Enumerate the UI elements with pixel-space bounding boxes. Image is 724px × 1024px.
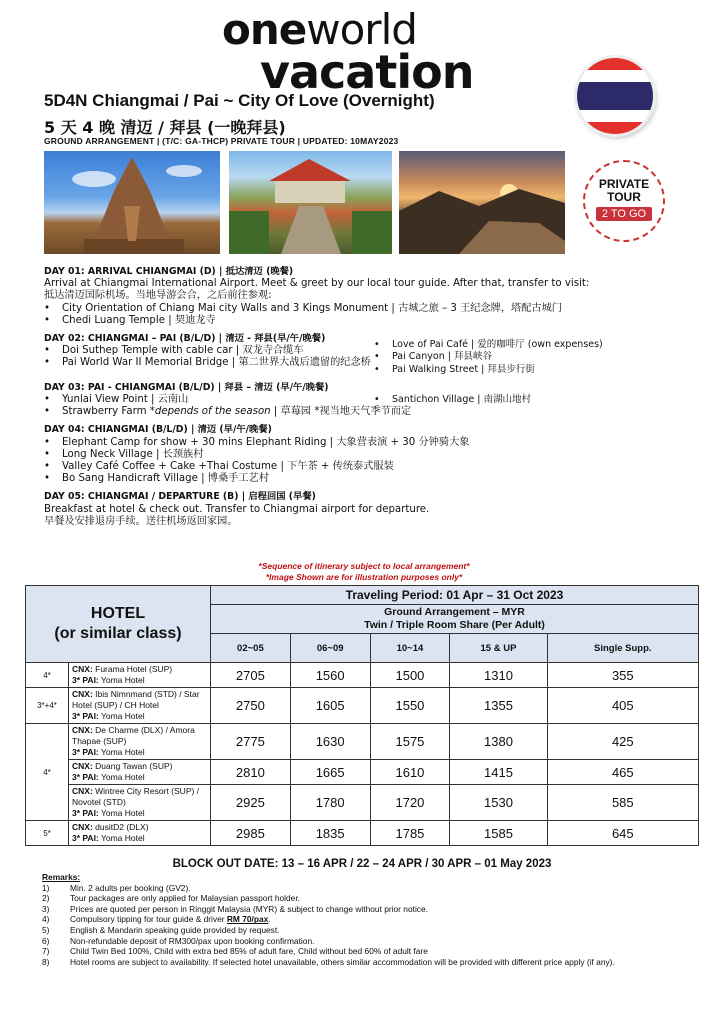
- remark-text: Prices are quoted per person in Ringgit Malaysia (MYR) & subject to change without prior notice.: [70, 903, 428, 914]
- day-text-cn: 抵达清迈国际机场。当地导游会合，之后前往参观:: [44, 290, 272, 302]
- day-text-cn: 早餐及安排退房手续。送往机场返回家园。: [44, 515, 238, 527]
- star-rating: 4*: [26, 663, 69, 688]
- list-item: • Santichon Village | 南湖山地村: [374, 394, 674, 406]
- brand-logo: [222, 5, 512, 99]
- price: 1665: [290, 760, 370, 785]
- price: 1310: [450, 663, 547, 688]
- list-item: • Pai Canyon | 拜县峡谷: [374, 351, 674, 363]
- pai-hotel: Yoma Hotel: [98, 772, 145, 782]
- hotel-header-line1: HOTEL: [90, 605, 146, 622]
- mountain-sunset-photo: [399, 151, 565, 254]
- day-heading: DAY 05: CHIANGMAI / DEPARTURE (B) | 启程回国 (早餐): [44, 491, 316, 503]
- price: 1585: [450, 821, 547, 846]
- price: 1415: [450, 760, 547, 785]
- price: 1575: [370, 724, 450, 760]
- hotel-header-line2: (or similar class): [54, 625, 182, 642]
- list-item: • City Orientation of Chiang Mai city Walls and 3 Kings Monument | 古城之旅 – 3 王纪念牌，塔配古城门: [44, 303, 684, 315]
- star-rating: 4*: [26, 724, 69, 821]
- remark-item: [42, 883, 682, 894]
- cnx-label: CNX:: [72, 786, 93, 796]
- remark-item: [42, 936, 682, 947]
- item-label: Strawberry Farm: [62, 406, 150, 418]
- price: 2775: [211, 724, 291, 760]
- hotel-names: [69, 688, 211, 724]
- day-text: Breakfast at hotel & check out. Transfer to Chiangmai airport for departure.: [44, 503, 430, 515]
- itinerary-notes: [44, 561, 684, 583]
- list-item: • Chedi Luang Temple | 契迪龙寺: [44, 315, 684, 327]
- remark-text: Non-refundable deposit of RM300/pax upon booking confirmation.: [70, 935, 315, 946]
- remark-number: 5): [42, 924, 50, 935]
- cnx-hotel: Furama Hotel (SUP): [92, 664, 173, 674]
- price: 2810: [211, 760, 291, 785]
- star-rating: 3*+4*: [26, 688, 69, 724]
- cnx-hotel: Duang Tawan (SUP): [92, 761, 173, 771]
- cnx-label: CNX:: [72, 822, 93, 832]
- day-5: [44, 491, 684, 528]
- price: 1720: [370, 785, 450, 821]
- day-2: [44, 333, 684, 376]
- pai-label: 3* PAI:: [72, 711, 99, 721]
- cnx-hotel: Wintree City Resort (SUP) / Novotel (STD): [72, 786, 200, 807]
- price: 1630: [290, 724, 370, 760]
- pai-hotel: Yoma Hotel: [98, 808, 145, 818]
- pai-label: 3* PAI:: [72, 747, 99, 757]
- remark-number: 4): [42, 914, 50, 925]
- remark-number: 7): [42, 946, 50, 957]
- tour-title: 5D4N Chiangmai / Pai ~ City Of Love (Overnight): [44, 91, 435, 110]
- remark-number: 8): [42, 956, 50, 967]
- hotel-column-header: [26, 586, 211, 663]
- list-item: • Elephant Camp for show + 30 mins Elephant Riding | 大象营表演 + 30 分钟骑大象: [44, 437, 684, 449]
- remark-text: Compulsory tipping for tour guide & driver: [70, 914, 227, 925]
- remark-emphasis: RM 70/pax: [226, 914, 269, 925]
- list-item: • Pai Walking Street | 拜县步行街: [374, 364, 674, 376]
- remark-item: [42, 904, 682, 915]
- day-4: [44, 424, 684, 485]
- list-item: • Pai World War II Memorial Bridge | 第二世界大战后遗留的纪念桥: [44, 357, 374, 369]
- pai-hotel: Yoma Hotel: [98, 675, 145, 685]
- day-heading: DAY 01: ARRIVAL CHIANGMAI (D) | 抵达清迈 (晚餐): [44, 266, 294, 277]
- remark-number: 2): [42, 893, 50, 904]
- note-line: *Image Shown are for illustration purposes only*: [265, 572, 463, 582]
- pai-label: 3* PAI:: [72, 675, 99, 685]
- private-tour-badge: [583, 160, 665, 242]
- table-row: [26, 760, 699, 785]
- price: 1500: [370, 663, 450, 688]
- hotel-names: [69, 724, 211, 760]
- cnx-label: CNX:: [72, 689, 93, 699]
- table-row: [26, 688, 699, 724]
- list-item: [44, 406, 684, 418]
- list-item: • Bo Sang Handicraft Village | 博桑手工艺村: [44, 473, 684, 485]
- pai-hotel: Yoma Hotel: [98, 747, 145, 757]
- list-item: • Long Neck Village | 长颈族村: [44, 449, 684, 461]
- list-item: • Valley Café Coffee + Cake +Thai Costume | 下午茶 + 传统泰式服装: [44, 461, 684, 473]
- star-rating: 5*: [26, 821, 69, 846]
- hotel-names: [69, 760, 211, 785]
- price: 1560: [290, 663, 370, 688]
- cnx-hotel: Ibis Nimnmand (STD) / Star Hotel (SUP) / CH Hotel: [72, 689, 200, 710]
- table-row: [26, 821, 699, 846]
- tour-subline: GROUND ARRANGEMENT | (T/C: GA-THCP) PRIVATE TOUR | UPDATED: 10MAY2023: [44, 136, 399, 146]
- cnx-label: CNX:: [72, 761, 93, 771]
- note-line: *Sequence of itinerary subject to local arrangement*: [258, 561, 470, 571]
- table-row: [26, 663, 699, 688]
- day-heading: DAY 03: PAI - CHIANGMAI (B/L/D) | 拜县 – 清迈 (早/午/晚餐): [44, 381, 329, 393]
- badge-line1: PRIVATE: [598, 177, 650, 191]
- badge-line3: 2 TO GO: [596, 207, 652, 221]
- price: 1530: [450, 785, 547, 821]
- day-3: [44, 382, 684, 419]
- ga-line1: Ground Arrangement – MYR: [384, 606, 525, 618]
- itinerary: [44, 266, 684, 534]
- pai-label: 3* PAI:: [72, 772, 99, 782]
- remark-text: English & Mandarin speaking guide provided by request.: [70, 924, 280, 935]
- tour-title-cn: 5 天 4 晚 清迈 / 拜县 (一晚拜县): [44, 118, 286, 137]
- price: 425: [547, 724, 698, 760]
- cnx-hotel: De Charme (DLX) / Amora Thapae (SUP): [72, 725, 195, 746]
- remarks-heading: Remarks:: [42, 872, 81, 882]
- travel-period: Traveling Period: 01 Apr – 31 Oct 2023: [211, 586, 699, 605]
- list-item: • Yunlai View Point | 云南山: [44, 394, 374, 406]
- hotel-names: [69, 785, 211, 821]
- day-heading: DAY 04: CHIANGMAI (B/L/D) | 清迈 (早/午/晚餐): [44, 424, 272, 436]
- remark-item: [42, 946, 682, 957]
- price: 1550: [370, 688, 450, 724]
- table-row: [26, 785, 699, 821]
- cnx-label: CNX:: [72, 664, 93, 674]
- price: 1355: [450, 688, 547, 724]
- pai-label: 3* PAI:: [72, 808, 99, 818]
- cnx-hotel: dusitD2 (DLX): [92, 822, 149, 832]
- price: 2985: [211, 821, 291, 846]
- remark-text-end: .: [268, 914, 271, 925]
- column-header: 10~14: [370, 634, 450, 663]
- remark-text: Hotel rooms are subject to availability. If selected hotel unavailable, others similar accommodation will be provided with different price apply (if any).: [70, 956, 615, 967]
- column-header: 02~05: [211, 634, 291, 663]
- item-cn: | 草莓园 *视当地天气季节而定: [270, 406, 412, 418]
- remark-text: Child Twin Bed 100%, Child with extra bed 85% of adult fare, Child without bed 60% of adult fare: [70, 946, 428, 957]
- table-row: [26, 724, 699, 760]
- ground-arrangement-header: [211, 605, 699, 634]
- day-heading: DAY 02: CHIANGMAI – PAI (B/L/D) | 清迈 - 拜县(早/午/晚餐): [44, 333, 326, 345]
- monument-photo: [229, 151, 392, 254]
- remark-number: 1): [42, 882, 50, 893]
- price: 405: [547, 688, 698, 724]
- blockout-dates: BLOCK OUT DATE: 13 – 16 APR / 22 – 24 APR / 30 APR – 01 May 2023: [172, 858, 552, 870]
- price: 2705: [211, 663, 291, 688]
- thailand-flag-icon: [577, 58, 653, 134]
- price: 1605: [290, 688, 370, 724]
- remark-number: 6): [42, 935, 50, 946]
- price: 1785: [370, 821, 450, 846]
- ga-line2: Twin / Triple Room Share (Per Adult): [364, 619, 545, 631]
- price: 2750: [211, 688, 291, 724]
- price: 1835: [290, 821, 370, 846]
- price: 585: [547, 785, 698, 821]
- price: 465: [547, 760, 698, 785]
- badge-line2: TOUR: [607, 190, 641, 204]
- price: 1780: [290, 785, 370, 821]
- cnx-label: CNX:: [72, 725, 93, 735]
- price: 1610: [370, 760, 450, 785]
- day-1: [44, 266, 684, 327]
- column-header: 15 & UP: [450, 634, 547, 663]
- pai-hotel: Yoma Hotel: [98, 833, 145, 843]
- brand-line2: vacation: [260, 45, 474, 99]
- price-table: [25, 585, 699, 846]
- price: 645: [547, 821, 698, 846]
- list-item: • Doi Suthep Temple with cable car | 双龙寺合缆车: [44, 345, 374, 357]
- remark-item: [42, 914, 682, 925]
- column-header: 06~09: [290, 634, 370, 663]
- day-text: Arrival at Chiangmai International Airport. Meet & greet by our local tour guide. After that, transfer to visit:: [44, 278, 590, 290]
- temple-photo: [44, 151, 220, 254]
- remark-item: [42, 893, 682, 904]
- remarks: [42, 872, 682, 967]
- hotel-names: [69, 663, 211, 688]
- hotel-names: [69, 821, 211, 846]
- brand-line1-bold: one: [222, 5, 307, 54]
- column-header: Single Supp.: [547, 634, 698, 663]
- list-item: • Love of Pai Café | 爱的咖啡厅 (own expenses): [374, 339, 674, 351]
- price: 2925: [211, 785, 291, 821]
- price: 355: [547, 663, 698, 688]
- pai-label: 3* PAI:: [72, 833, 99, 843]
- brand-line1-light: world: [306, 5, 417, 54]
- remark-text: Min. 2 adults per booking (GV2).: [70, 882, 191, 893]
- remark-number: 3): [42, 903, 50, 914]
- remark-item: [42, 925, 682, 936]
- pai-hotel: Yoma Hotel: [98, 711, 145, 721]
- remark-item: [42, 957, 682, 968]
- price: 1380: [450, 724, 547, 760]
- remark-text: Tour packages are only applied for Malaysian passport holder.: [70, 893, 300, 904]
- item-note: *depends of the season: [149, 406, 271, 418]
